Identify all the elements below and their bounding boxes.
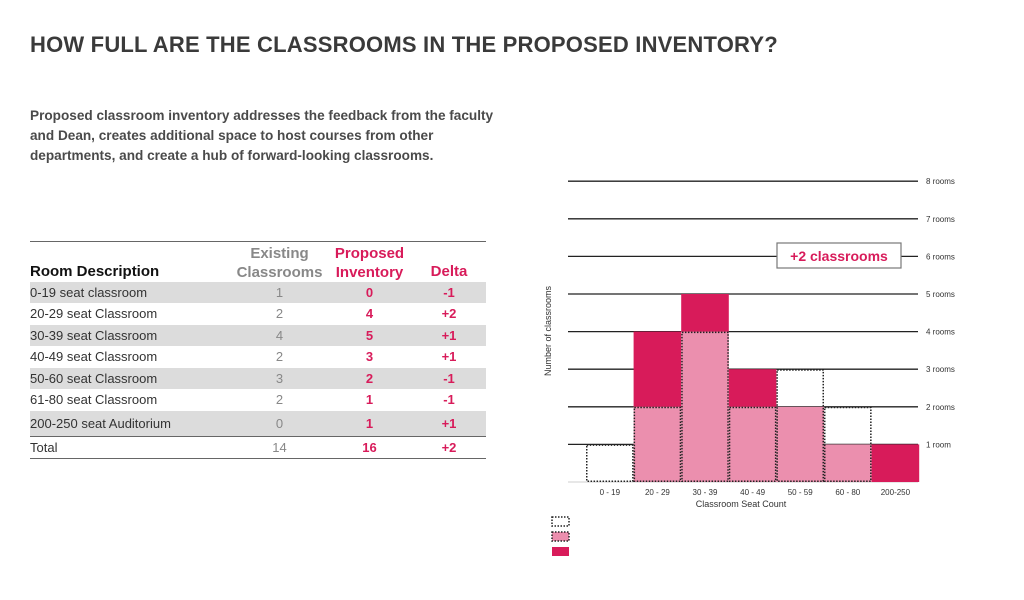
y-tick-label: 2 rooms <box>926 402 955 412</box>
cell-existing: 4 <box>275 327 284 343</box>
cell-delta: -1 <box>443 392 455 408</box>
cell-proposed: 0 <box>365 284 374 300</box>
header-delta: Delta <box>430 262 468 280</box>
cell-proposed: 1 <box>365 415 374 431</box>
header-proposed-line1: Proposed <box>334 244 405 262</box>
y-tick-label: 5 rooms <box>926 290 955 299</box>
annotation-label: +2 classrooms <box>790 248 888 264</box>
intro-paragraph: Proposed classroom inventory addresses the feedback from the faculty and Dean, creates additional space to host courses from other departments, and create a hub of forward-looking classrooms. <box>30 108 494 163</box>
cell-room: 200-250 seat Auditorium <box>30 415 171 431</box>
cell-room: 40-49 seat Classroom <box>30 349 158 365</box>
y-tick-label: 8 rooms <box>926 177 955 187</box>
bar-existing-outline <box>587 445 633 481</box>
bar-shared <box>681 332 729 482</box>
bar-proposed-added <box>681 294 729 332</box>
x-tick-label: 60 - 80 <box>835 488 861 497</box>
cell-existing: 2 <box>275 392 284 408</box>
cell-existing: 0 <box>275 415 284 431</box>
chart-x-tick-labels <box>600 488 911 497</box>
bar-shared <box>634 407 682 482</box>
page-title: HOW FULL ARE THE CLASSROOMS IN THE PROPOSED INVENTORY? <box>30 32 778 57</box>
x-tick-label: 20 - 29 <box>644 488 670 497</box>
cell-proposed: 1 <box>365 392 374 408</box>
header-room-description: Room Description <box>30 262 160 280</box>
cell-proposed: 3 <box>365 349 374 365</box>
cell-room: 20-29 seat Classroom <box>30 306 158 322</box>
header-proposed-line2: Inventory <box>335 263 404 281</box>
total-delta: +2 <box>441 439 457 455</box>
cell-delta: +2 <box>441 306 457 322</box>
bar-proposed-added <box>872 444 920 482</box>
chart-bars <box>587 294 919 482</box>
y-axis-title: Number of classrooms <box>543 285 553 377</box>
bar-proposed-added <box>634 332 682 407</box>
chart-annotation <box>777 243 901 268</box>
cell-delta: +1 <box>441 327 457 343</box>
x-tick-label: 50 - 59 <box>787 488 813 497</box>
legend-swatch-existing <box>552 517 569 526</box>
chart-legend <box>552 517 569 556</box>
y-tick-label: 3 rooms <box>926 365 955 375</box>
cell-existing: 1 <box>275 284 284 300</box>
cell-room: 0-19 seat classroom <box>30 284 148 300</box>
cell-delta: +1 <box>441 415 457 431</box>
cell-delta: +1 <box>441 349 457 365</box>
y-tick-label: 7 rooms <box>926 214 955 224</box>
bar-shared <box>824 444 872 482</box>
cell-existing: 3 <box>275 370 284 386</box>
x-tick-label: 40 - 49 <box>740 488 766 497</box>
cell-delta: -1 <box>443 284 455 300</box>
bar-proposed-added <box>729 369 777 407</box>
cell-room: 50-60 seat Classroom <box>30 370 158 386</box>
cell-delta: -1 <box>443 370 455 386</box>
cell-proposed: 4 <box>365 306 374 322</box>
cell-existing: 2 <box>275 349 284 365</box>
y-tick-label: 6 rooms <box>926 252 955 262</box>
y-tick-label: 4 rooms <box>926 327 955 337</box>
cell-proposed: 5 <box>365 327 374 343</box>
x-tick-label: 0 - 19 <box>599 488 621 497</box>
x-tick-label: 200-250 <box>880 488 911 497</box>
legend-swatch-proposed <box>552 547 569 556</box>
cell-room: 61-80 seat Classroom <box>30 392 158 408</box>
bar-shared <box>729 407 777 482</box>
total-existing: 14 <box>272 439 287 455</box>
legend-swatch-existing-overlap <box>552 532 569 541</box>
header-existing-line2: Classrooms <box>236 263 323 281</box>
x-axis-title: Classroom Seat Count <box>695 499 787 509</box>
y-tick-label: 1 room <box>926 440 951 450</box>
x-tick-label: 30 - 39 <box>692 488 718 497</box>
header-existing-line1: Existing <box>250 244 309 262</box>
total-proposed: 16 <box>362 439 377 455</box>
bar-shared <box>776 407 824 482</box>
cell-proposed: 2 <box>365 370 374 386</box>
cell-room: 30-39 seat Classroom <box>30 327 158 343</box>
chart-y-tick-labels <box>926 177 955 449</box>
cell-existing: 2 <box>275 306 284 322</box>
total-label: Total <box>30 439 58 455</box>
